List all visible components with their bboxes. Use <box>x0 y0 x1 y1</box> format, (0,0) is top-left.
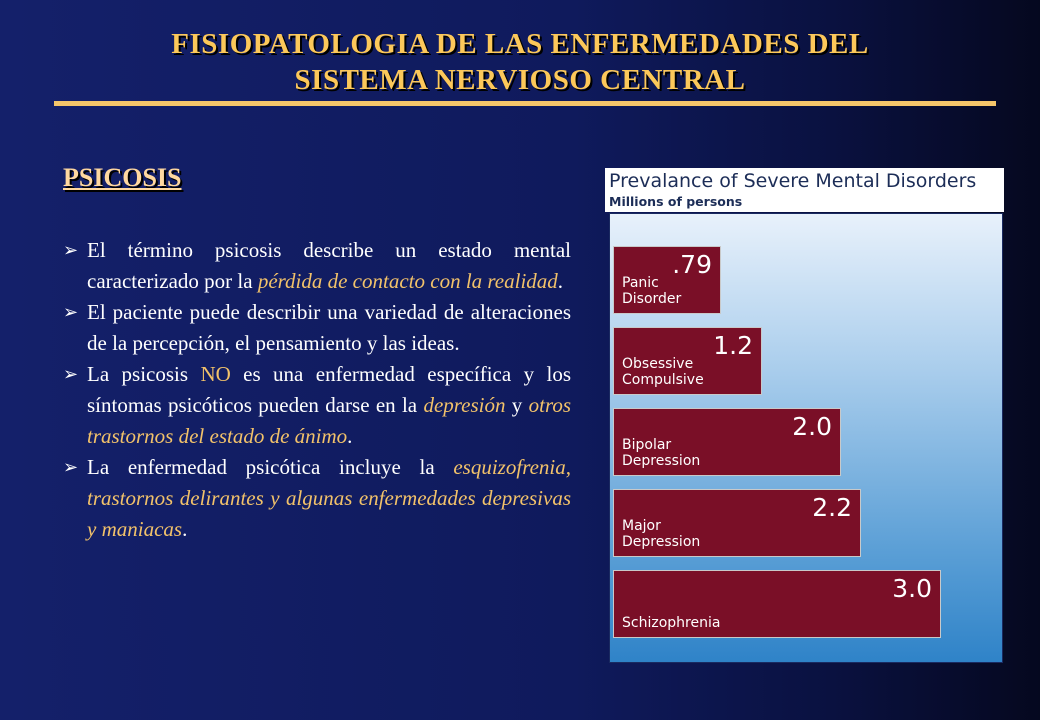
bar <box>613 570 941 638</box>
bullet-text-segment: El término psicosis describe un estado mental caracterizado por la <box>87 238 571 293</box>
arrow-bullet-icon: ➢ <box>63 240 79 261</box>
bullet-text-segment: . <box>347 424 353 448</box>
bullet-text-segment: . <box>182 517 188 541</box>
bullet-text-segment: es una enfermedad específica y los síntomas psicóticos pueden darse en la <box>87 362 571 417</box>
bar-value-label: .79 <box>672 250 712 279</box>
bar-value-label: 2.2 <box>812 493 852 522</box>
bullet-item <box>63 452 571 545</box>
bullet-text-segment: depresión <box>423 393 506 417</box>
slide-title-line-2: SISTEMA NERVIOSO CENTRAL <box>294 64 746 96</box>
slide-title-line-1: FISIOPATOLOGIA DE LAS ENFERMEDADES DEL <box>171 28 869 60</box>
bar <box>613 246 721 314</box>
bullet-text-segment: pérdida de contacto con la realidad <box>257 269 558 293</box>
chart-subtitle: Millions of persons <box>609 194 743 209</box>
chart-header <box>605 168 1004 212</box>
bar-value-label: 3.0 <box>892 574 932 603</box>
bar-chart <box>609 213 1003 663</box>
bullet-text-segment: El paciente puede describir una variedad de alteraciones de la percepción, el pensamiento y las ideas. <box>87 300 571 355</box>
bullet-item <box>63 297 571 359</box>
bullet-text-segment: . <box>557 269 564 293</box>
bullet-text-segment: La enfermedad psicótica incluye la <box>87 455 454 479</box>
bar-value-label: 2.0 <box>792 412 832 441</box>
bar-category-label: Bipolar Depression <box>622 437 701 469</box>
bullet-item <box>63 359 571 452</box>
arrow-bullet-icon: ➢ <box>63 302 79 323</box>
title-divider <box>54 101 996 106</box>
arrow-bullet-icon: ➢ <box>63 364 79 385</box>
bar <box>613 408 841 476</box>
bar-category-label: Schizophrenia <box>622 615 721 631</box>
bullet-list <box>63 235 571 545</box>
bar-value-label: 1.2 <box>713 331 753 360</box>
bullet-item <box>63 235 571 297</box>
bar-category-label: Major Depression <box>622 518 701 550</box>
arrow-bullet-icon: ➢ <box>63 457 79 478</box>
bullet-text-segment: NO <box>200 362 231 386</box>
slide-title <box>60 26 980 98</box>
bullet-text-segment: esquizofrenia, trastornos delirantes y algunas enfermedades depresivas y maniacas <box>87 455 571 541</box>
bar-category-label: Panic Disorder <box>622 275 682 307</box>
chart-title: Prevalance of Severe Mental Disorders <box>609 170 977 192</box>
bullet-text-segment: La psicosis <box>87 362 201 386</box>
section-heading: PSICOSIS <box>63 163 182 192</box>
bullet-text-segment: y <box>505 393 529 417</box>
bullet-text-segment: otros trastornos del estado de ánimo <box>87 393 572 448</box>
bar <box>613 489 861 557</box>
bar-category-label: Obsessive Compulsive <box>622 356 704 388</box>
bar <box>613 327 762 395</box>
